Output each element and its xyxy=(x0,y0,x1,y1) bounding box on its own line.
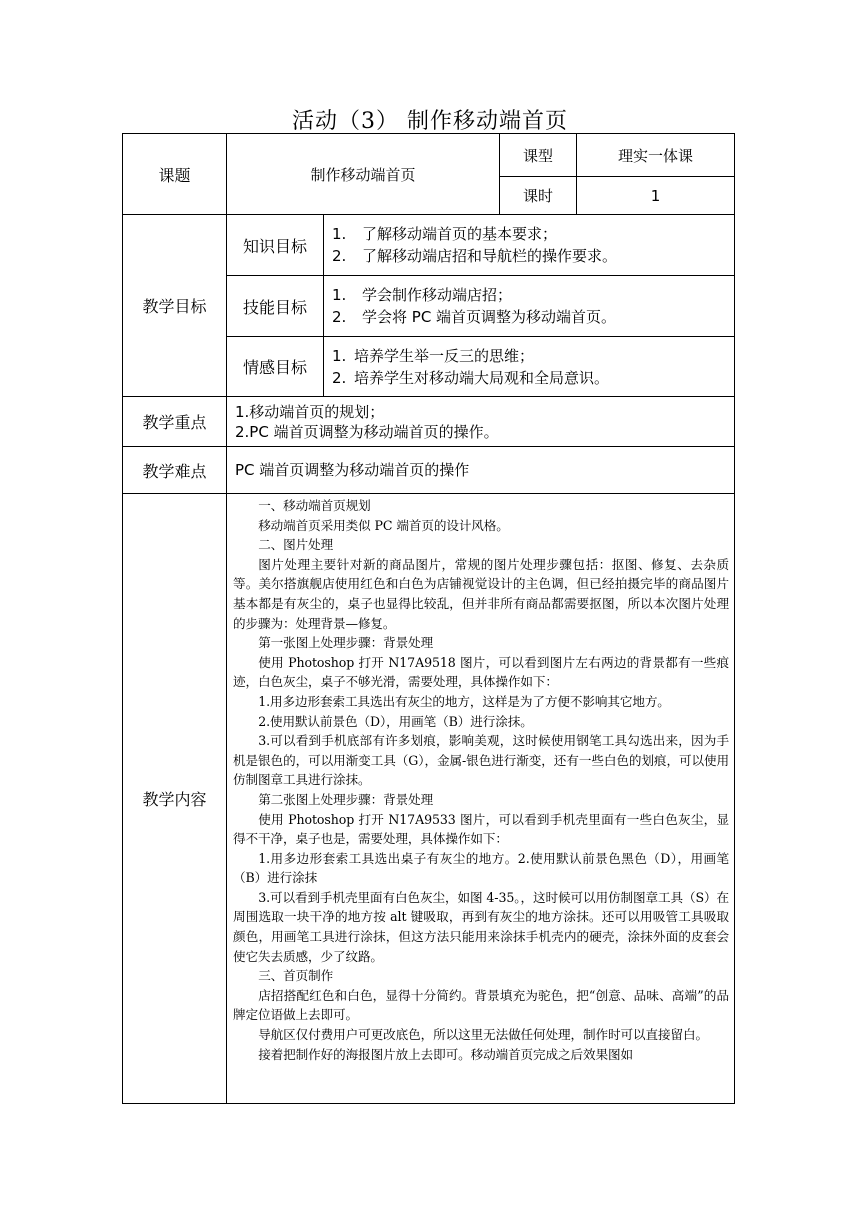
difficulties-label: 教学难点 xyxy=(123,447,227,494)
content-paragraph: 导航区仅付费用户可更改底色，所以这里无法做任何处理，制作时可以直接留白。 xyxy=(258,1027,708,1043)
content-paragraph: 2.使用默认前景色（D），用画笔（B）进行涂抹。 xyxy=(258,713,533,729)
content-paragraph: 3.可以看到手机壳里面有白色灰尘，如图 4-35。，这时候可以用仿制图章工具（S）在周围选取一块干净的地方按 alt 键吸取，再到有灰尘的地方涂抹。还可以用吸管工具吸取颜色，用画笔工具进行涂抹，但这方法只能用来涂抹手机壳内的硬壳，涂抹外面的皮套会使它失去质感，少了纹路。 xyxy=(233,889,730,964)
type-label: 课型 xyxy=(500,134,577,177)
skill-goal-items xyxy=(324,276,735,337)
content-paragraph: 1.用多边形套索工具选出有灰尘的地方，这样是为了方便不影响其它地方。 xyxy=(258,693,670,709)
content-paragraph: 移动端首页采用类似 PC 端首页的设计风格。 xyxy=(258,517,509,533)
key-points-content xyxy=(227,397,735,447)
content-paragraph: 使用 Photoshop 打开 N17A9518 图片，可以看到图片左右两边的背景都有一些痕迹，白色灰尘，桌子不够光滑，需要处理，具体操作如下： xyxy=(233,654,730,690)
goal-item: 2. 了解移动端店招和导航栏的操作要求。 xyxy=(332,247,618,265)
objective-row-knowledge xyxy=(123,215,735,276)
key-point-line: 1.移动端首页的规划； xyxy=(235,402,385,421)
knowledge-goal-items xyxy=(324,215,735,276)
content-paragraph: 使用 Photoshop 打开 N17A9533 图片，可以看到手机壳里面有一些白色灰尘，显得不干净，桌子也是，需要处理，具体操作如下： xyxy=(233,811,730,847)
difficulties-content: PC 端首页调整为移动端首页的操作 xyxy=(227,447,735,494)
goal-item: 2. 培养学生对移动端大局观和全局意识。 xyxy=(332,368,610,387)
content-paragraph: 图片处理主要针对新的商品图片，常规的图片处理步骤包括：抠图、修复、去杂质等。美尔搭旗舰店使用红色和白色为店铺视觉设计的主色调，但已经拍摄完毕的商品图片基本都是有灰尘的，桌子也显得比较乱，但并非所有商品都需要抠图，所以本次图片处理的步骤为：处理背景—修复。 xyxy=(233,556,730,631)
topic-value: 制作移动端首页 xyxy=(227,134,500,215)
objectives-label: 教学目标 xyxy=(123,215,227,397)
content-paragraph: 三、首页制作 xyxy=(258,968,334,984)
hours-label: 课时 xyxy=(500,177,577,215)
header-row-top xyxy=(123,134,735,177)
knowledge-goal-label: 知识目标 xyxy=(227,215,324,276)
content-paragraph: 第一张图上处理步骤：背景处理 xyxy=(258,635,434,651)
hours-value: 1 xyxy=(577,177,735,215)
topic-label: 课题 xyxy=(123,134,227,215)
key-points-label: 教学重点 xyxy=(123,397,227,447)
skill-goal-label: 技能目标 xyxy=(227,276,324,337)
goal-item: 1. 培养学生举一反三的思维； xyxy=(332,346,535,365)
type-value: 理实一体课 xyxy=(577,134,735,177)
key-point-line: 2.PC 端首页调整为移动端首页的操作。 xyxy=(235,422,499,441)
emotion-goal-items xyxy=(324,337,735,397)
goal-item: 1. 了解移动端首页的基本要求； xyxy=(332,225,558,243)
content-paragraph: 二、图片处理 xyxy=(258,537,334,553)
content-body xyxy=(227,494,735,1104)
content-label: 教学内容 xyxy=(123,494,227,1104)
content-paragraph: 接着把制作好的海报图片放上去即可。移动端首页完成之后效果图如 xyxy=(258,1046,634,1062)
content-paragraph: 第二张图上处理步骤：背景处理 xyxy=(258,791,434,807)
content-paragraph: 1.用多边形套索工具选出桌子有灰尘的地方。2.使用默认前景色黑色（D），用画笔（B）进行涂抹 xyxy=(233,850,730,886)
lesson-plan-table xyxy=(122,133,735,1104)
emotion-goal-label: 情感目标 xyxy=(227,337,324,397)
content-row xyxy=(123,494,735,1104)
key-points-row xyxy=(123,397,735,447)
page-title: 活动（3） 制作移动端首页 xyxy=(292,109,568,134)
content-paragraph: 一、移动端首页规划 xyxy=(258,498,371,513)
content-paragraph: 店招搭配红色和白色，显得十分简约。背景填充为驼色，把“创意、品味、高端”的品牌定位语做上去即可。 xyxy=(233,987,730,1023)
content-paragraph: 3.可以看到手机底部有许多划痕，影响美观，这时候使用钢笔工具勾选出来，因为手机是银色的，可以用渐变工具（G），金属-银色进行渐变，还有一些白色的划痕，可以使用仿制图章工具进行涂抹。 xyxy=(233,733,730,788)
goal-item: 2. 学会将 PC 端首页调整为移动端首页。 xyxy=(332,308,617,326)
goal-item: 1. 学会制作移动端店招； xyxy=(332,286,513,304)
difficulties-row xyxy=(123,447,735,494)
